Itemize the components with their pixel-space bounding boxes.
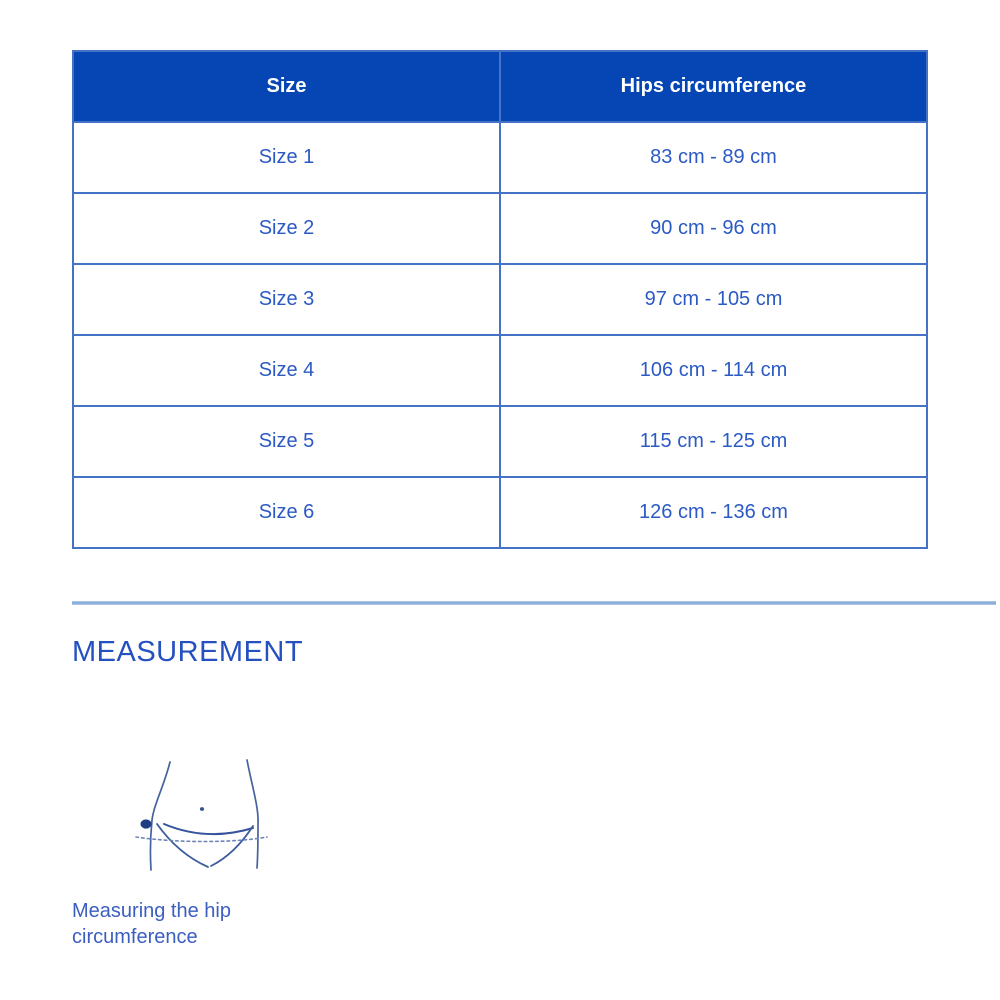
hips-cell: 126 cm - 136 cm: [500, 477, 927, 548]
table-row: [73, 193, 927, 264]
size-column-header: Size: [73, 51, 500, 122]
section-divider: [72, 601, 996, 605]
table-row: [73, 264, 927, 335]
size-table-header-row: [73, 51, 927, 122]
table-row: [73, 122, 927, 193]
table-row: [73, 335, 927, 406]
size-table: [72, 50, 928, 549]
hips-circumference-column-header: Hips circumference: [500, 51, 927, 122]
size-table-container: [72, 50, 928, 549]
hips-cell: 90 cm - 96 cm: [500, 193, 927, 264]
measurement-caption: Measuring the hip circumference: [72, 900, 231, 948]
table-row: [73, 406, 927, 477]
hip-measurement-figure-icon: [100, 748, 280, 898]
hips-cell: 106 cm - 114 cm: [500, 335, 927, 406]
size-cell: Size 2: [73, 193, 500, 264]
size-cell: Size 5: [73, 406, 500, 477]
size-cell: Size 3: [73, 264, 500, 335]
hips-cell: 97 cm - 105 cm: [500, 264, 927, 335]
hips-cell: 83 cm - 89 cm: [500, 122, 927, 193]
size-cell: Size 1: [73, 122, 500, 193]
table-row: [73, 477, 927, 548]
measurement-heading: MEASUREMENT: [72, 636, 304, 668]
hips-cell: 115 cm - 125 cm: [500, 406, 927, 477]
size-cell: Size 6: [73, 477, 500, 548]
size-cell: Size 4: [73, 335, 500, 406]
